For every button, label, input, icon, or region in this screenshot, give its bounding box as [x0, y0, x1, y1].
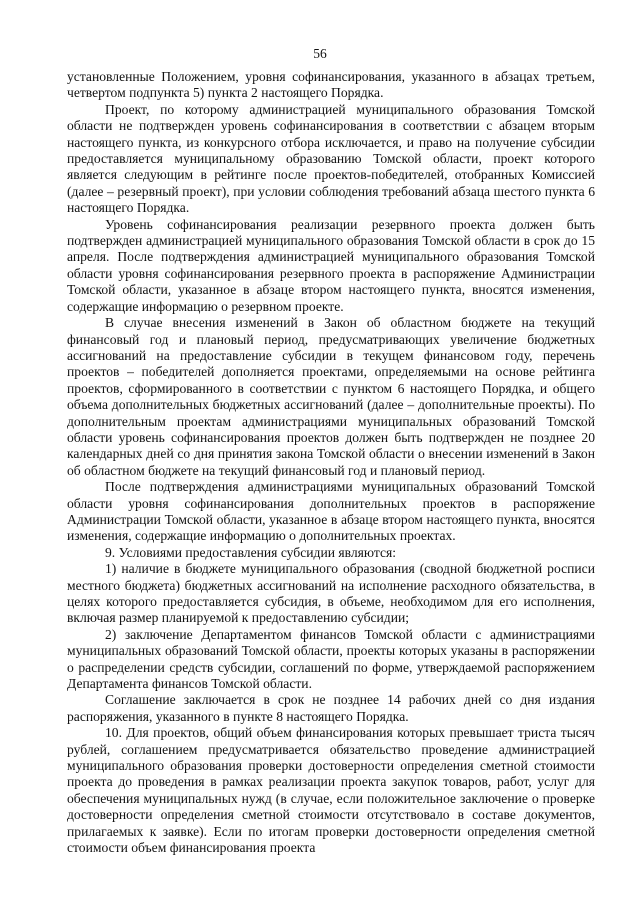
paragraph: Соглашение заключается в срок не позднее 14 рабочих дней со дня издания распоряжения, указанного в пункте 8 настоящего Порядка.	[67, 692, 595, 724]
paragraph: установленные Положением, уровня софинансирования, указанного в абзацах третьем, четвертом подпункта 5) пункта 2 настоящего Порядка.	[67, 69, 595, 101]
page-number: 56	[313, 46, 327, 61]
paragraph: После подтверждения администрациями муниципальных образований Томской области уровня софинансирования дополнительных проектов в распоряжение Администрации Томской области, указанное в абзаце втором настоящего пункта, вносятся изменения, содержащие информацию о дополнительных проектах.	[67, 479, 595, 544]
paragraph: 9. Условиями предоставления субсидии являются:	[105, 544, 397, 560]
paragraph: Уровень софинансирования реализации резервного проекта должен быть подтвержден администрацией муниципального образования Томской области в срок до 15 апреля. После подтверждения администрацией муниципального образования Томской области уровня софинансирования резервного проекта в распоряжение Администрации Томской области, указанное в абзаце втором настоящего пункта, вносятся изменения, содержащие информацию о резервном проекте.	[67, 216, 595, 314]
paragraph: Проект, по которому администрацией муниципального образования Томской области не подтвержден уровень софинансирования в соответствии с абзацем вторым настоящего пункта, из конкурсного отбора исключается, и право на получение субсидии предоставляется муниципальному образованию Томской области, проект которого является следующим в рейтинге после проектов-победителей, отобранных Комиссией (далее – резервный проект), при условии соблюдения требований абзаца шестого пункта 6 настоящего Порядка.	[67, 101, 595, 216]
document-body	[67, 69, 595, 857]
paragraph: В случае внесения изменений в Закон об областном бюджете на текущий финансовый год и плановый период, предусматривающих увеличение бюджетных ассигнований на предоставление субсидии в текущем финансовом году, перечень проектов – победителей дополняется проектами, определяемыми на основе рейтинга проектов, сформированного в соответствии с пунктом 6 настоящего Порядка, и общего объема дополнительных бюджетных ассигнований (далее – дополнительные проекты). По дополнительным проектам администрациями муниципальных образований Томской области уровень софинансирования проектов должен быть подтвержден не позднее 20 календарных дней со дня принятия закона Томской области о внесении изменений в Закон об областном бюджете на текущий финансовый год и плановый период.	[67, 315, 595, 478]
paragraph: 10. Для проектов, общий объем финансирования которых превышает триста тысяч рублей, соглашением предусматривается обязательство проведение администрацией муниципального образования проверки достоверности определения сметной стоимости проекта до проведения в рамках реализации проекта закупок товаров, работ, услуг для обеспечения муниципальных нужд (в случае, если положительное заключение о проверке достоверности определения сметной стоимости отсутствовало в составе документов, прилагаемых к заявке). Если по итогам проверки достоверности определения сметной стоимости объем финансирования проекта	[67, 725, 595, 856]
paragraph: 2) заключение Департаментом финансов Томской области с администрациями муниципальных образований Томской области, проекты которых указаны в распоряжении о распределении средств субсидии, соглашений по форме, утверждаемой распоряжением Департамента финансов Томской области.	[67, 626, 595, 692]
paragraph: 1) наличие в бюджете муниципального образования (сводной бюджетной росписи местного бюджета) бюджетных ассигнований на исполнение расходного обязательства, в целях которого предоставляется субсидия, в объеме, необходимом для его исполнения, включая размер планируемой к предоставлению субсидии;	[67, 561, 595, 626]
